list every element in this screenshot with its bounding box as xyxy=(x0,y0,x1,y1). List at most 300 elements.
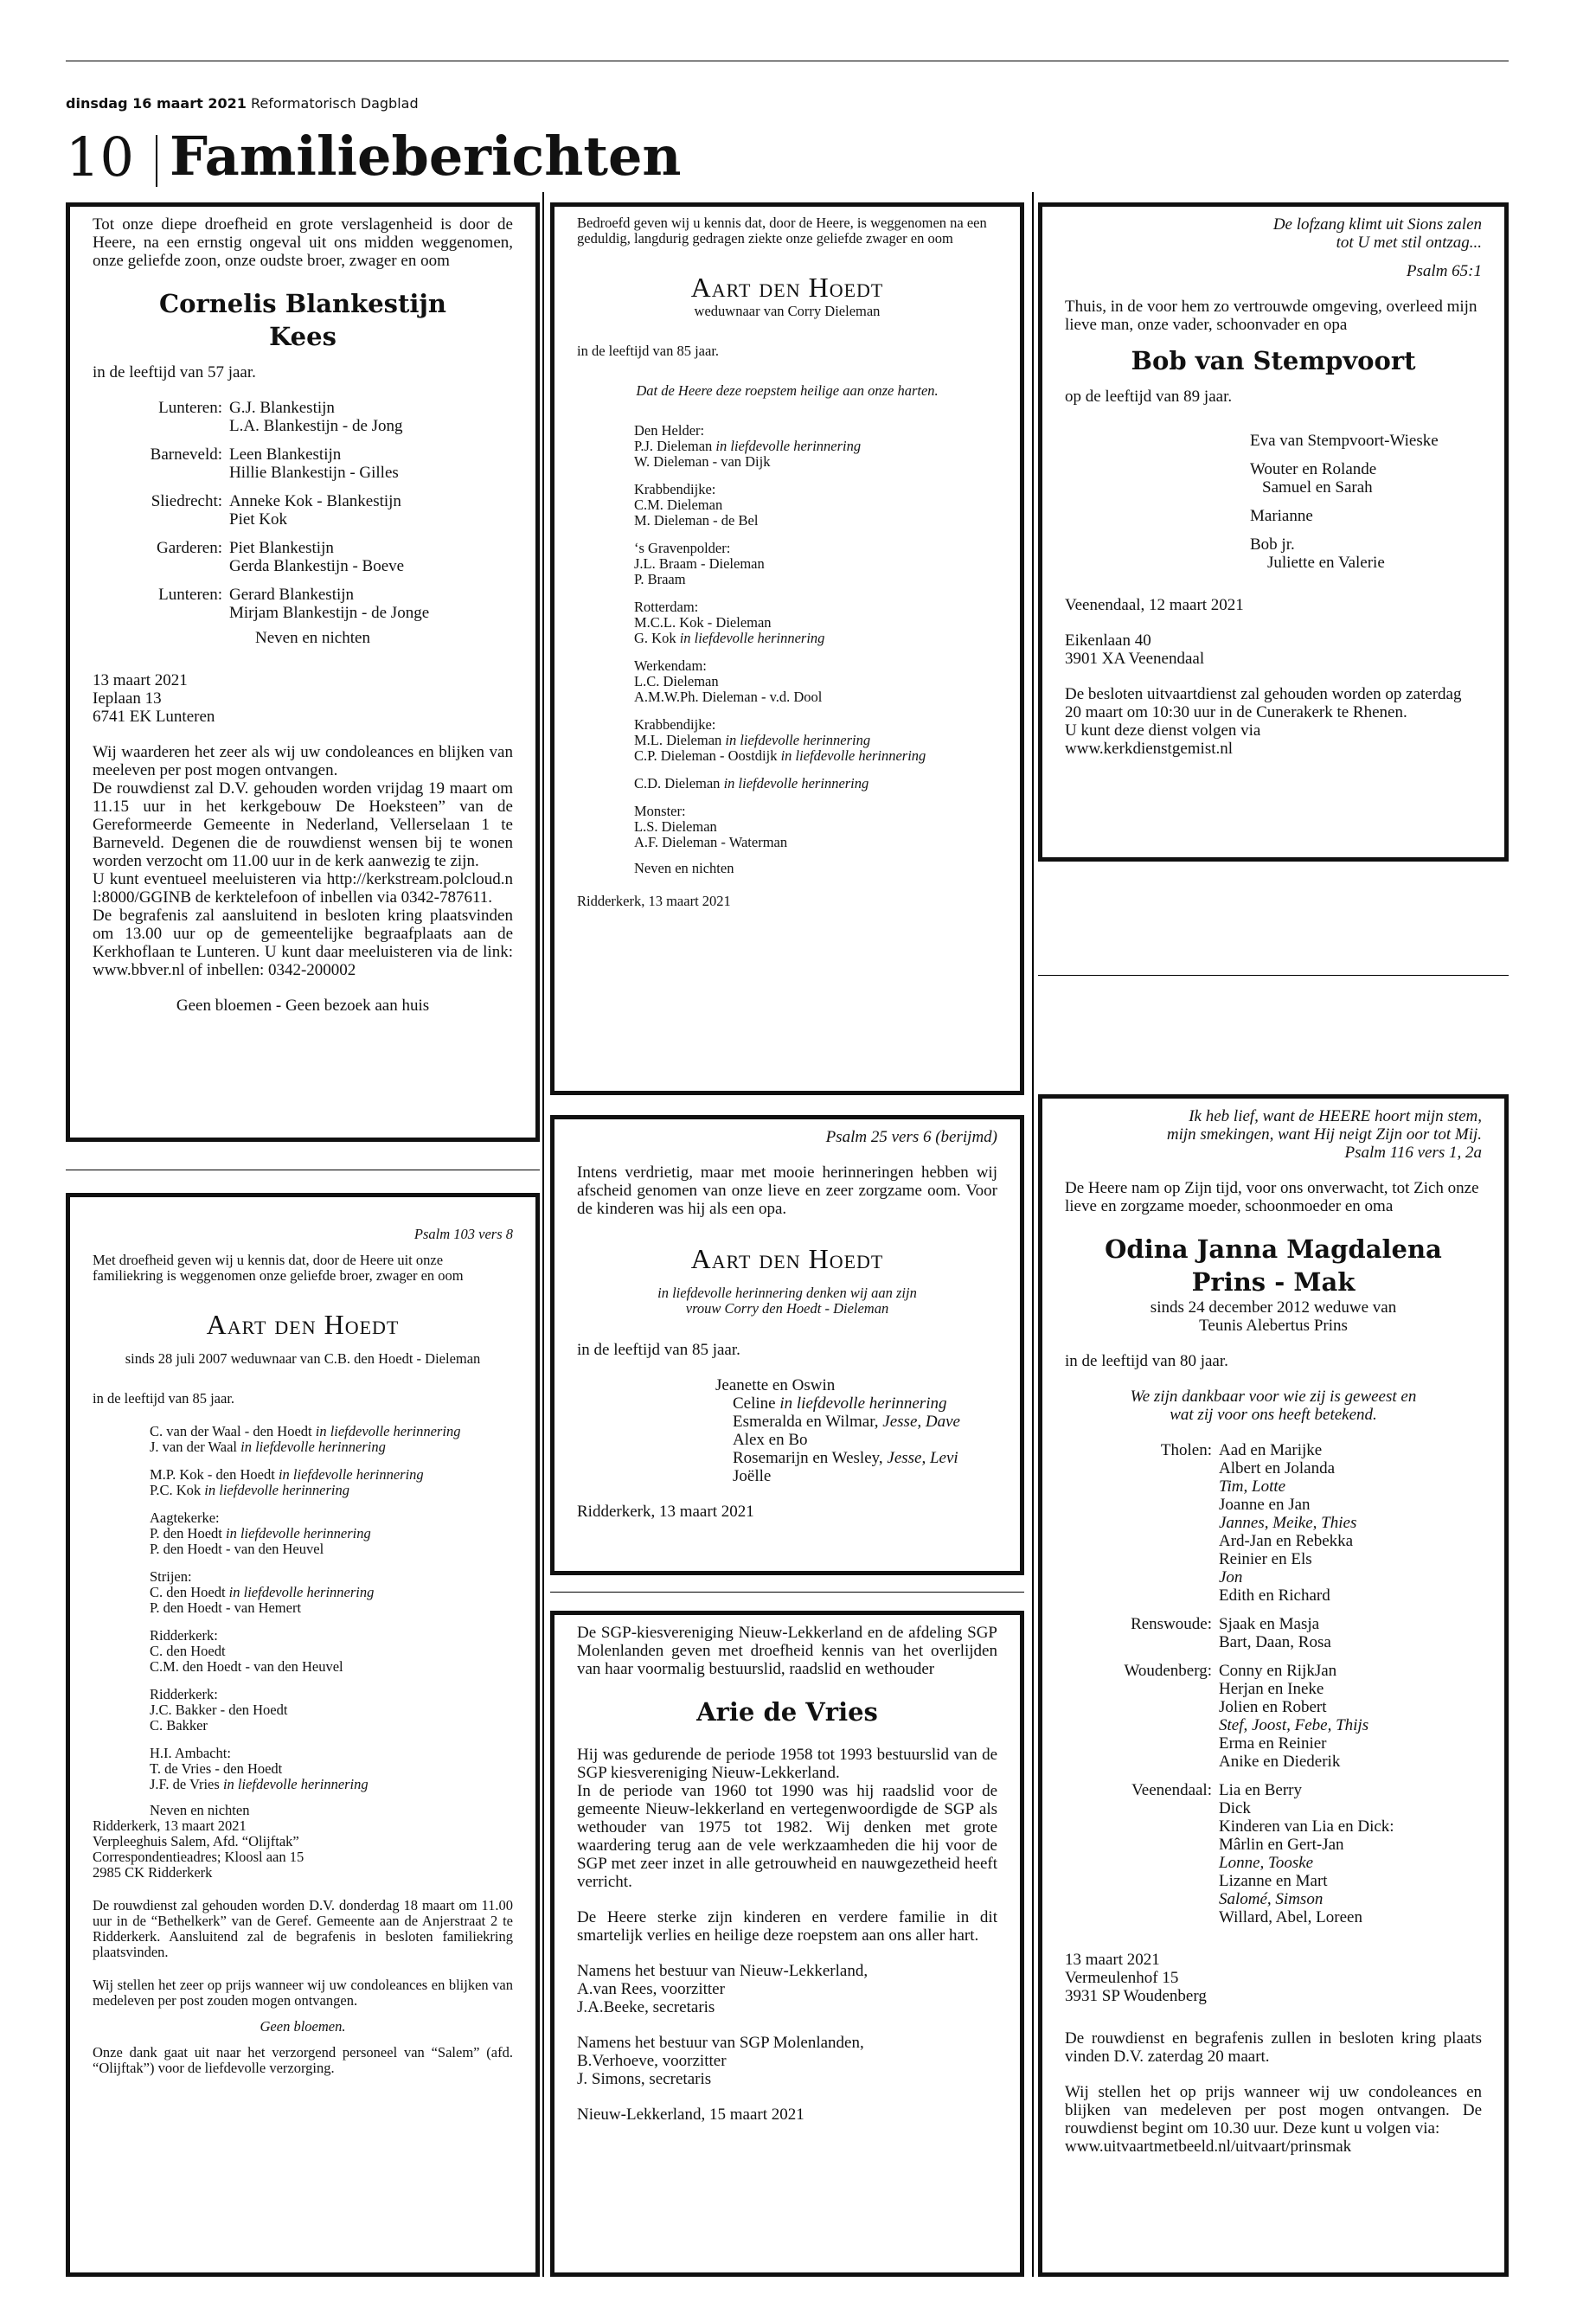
family-name-text: J.C. Bakker - den Hoedt xyxy=(150,1702,288,1718)
family-group xyxy=(150,1687,513,1734)
deceased-sub-2: Teunis Alebertus Prins xyxy=(1199,1317,1348,1335)
family-place: Werkendam: xyxy=(634,657,707,674)
address-postcode: 2985 CK Ridderkerk xyxy=(93,1864,213,1881)
family-row xyxy=(1065,1514,1482,1532)
family-name-text: P. den Hoedt - van Hemert xyxy=(150,1599,302,1616)
thanks-text: Onze dank gaat uit naar het verzorgend personeel van “Salem” (afd. “Olijftak”) voor de liefdevolle verzorging. xyxy=(93,2044,513,2076)
family-name: Stef, Joost, Febe, Thijs xyxy=(1219,1716,1369,1734)
deceased-name: Cornelis Blankestijn xyxy=(159,289,446,318)
notice-blankestijn xyxy=(66,202,540,1142)
family-name: Salomé, Simson xyxy=(1219,1890,1324,1908)
family-note: in liefdevolle herinnering xyxy=(222,1776,369,1792)
family-list xyxy=(1065,1441,1482,1926)
address-home: Verpleeghuis Salem, Afd. “Olijftak” xyxy=(93,1833,299,1849)
family-name xyxy=(733,1467,997,1485)
family-name-text: P. den Hoedt xyxy=(150,1525,226,1541)
notice-footer: Nieuw-Lekkerland, 15 maart 2021 xyxy=(577,2106,804,2124)
notice-intro: Intens verdrietig, maar met mooie herinneringen hebben wij afscheid genomen van onze lieve en zeer zorgzame oom. Voor de kinderen was hij als een opa. xyxy=(577,1163,997,1218)
family-place: Strijen: xyxy=(150,1568,192,1585)
family-row xyxy=(1065,1586,1482,1605)
family-name: Jolien en Robert xyxy=(1219,1698,1327,1716)
family-row xyxy=(93,510,513,529)
family-name xyxy=(634,748,997,764)
verse-ref: Psalm 103 vers 8 xyxy=(413,1226,513,1242)
family-note: Jesse, Levi xyxy=(887,1449,958,1467)
address-postcode: 3931 SP Woudenberg xyxy=(1065,1987,1207,2005)
family-place: Sliedrecht: xyxy=(151,492,222,510)
family-note: in liefdevolle herinnering xyxy=(315,1423,461,1439)
deceased-sub: weduwnaar van Corry Dieleman xyxy=(694,303,881,319)
family-name: Piet Blankestijn xyxy=(229,539,334,557)
family-name-text: W. Dieleman - van Dijk xyxy=(634,453,771,470)
family-name xyxy=(733,1413,997,1431)
family-children: Juliette en Valerie xyxy=(1267,554,1385,572)
family-name xyxy=(634,631,997,646)
family-name xyxy=(634,689,997,705)
family-row xyxy=(1065,1698,1482,1716)
family-row xyxy=(93,539,513,557)
family-note: in liefdevolle herinnering xyxy=(226,1525,371,1541)
family-name xyxy=(634,513,997,529)
family-name xyxy=(150,1600,513,1616)
family-name: Erma en Reinier xyxy=(1219,1734,1327,1753)
family-place: Woudenberg: xyxy=(1124,1662,1212,1680)
comfort-text: De Heere sterke zijn kinderen en verdere familie in dit smartelijk verlies en heilige deze roepstem aan ons aller hart. xyxy=(577,1908,997,1945)
deceased-sub: sinds 28 juli 2007 weduwnaar van C.B. den Hoedt - Dieleman xyxy=(125,1350,481,1367)
family-group xyxy=(150,1510,513,1557)
verse-ref: Psalm 25 vers 6 (berijmd) xyxy=(825,1128,997,1146)
closing-text: Geen bloemen - Geen bezoek aan huis xyxy=(176,997,430,1015)
family-place xyxy=(1065,1854,1219,1872)
notice-stempvoort xyxy=(1038,202,1509,862)
family-row xyxy=(1065,1817,1482,1836)
family-row xyxy=(93,445,513,464)
family-list xyxy=(1065,432,1482,572)
family-place: Ridderkerk: xyxy=(150,1627,218,1644)
family-place xyxy=(1065,1477,1219,1496)
family-name-text: P.C. Kok xyxy=(150,1482,205,1498)
condolence-text: Wij stellen het zeer op prijs wanneer wij uw condoleances en blijken van medeleven per post zouden mogen ontvangen. xyxy=(93,1977,513,2009)
family-name: Gerda Blankestijn - Boeve xyxy=(229,557,405,575)
family-name-text: P.J. Dieleman xyxy=(634,438,716,454)
family-list xyxy=(93,1424,513,1792)
family-group xyxy=(150,1628,513,1675)
family-note: Jesse, Dave xyxy=(882,1413,960,1431)
family-name-text: G. Kok xyxy=(634,630,680,646)
family-place: Garderen: xyxy=(157,539,222,557)
family-group xyxy=(634,541,997,587)
family-name xyxy=(150,1718,513,1734)
family-row xyxy=(1065,1753,1482,1771)
address-street: Eikenlaan 40 xyxy=(1065,631,1151,650)
deceased-age: in de leeftijd van 85 jaar. xyxy=(93,1390,235,1407)
flowers-text: Geen bloemen. xyxy=(260,2018,346,2035)
family-name: Lonne, Tooske xyxy=(1219,1854,1314,1872)
family-group xyxy=(150,1746,513,1792)
family-name: Ard-Jan en Rebekka xyxy=(1219,1532,1354,1550)
family-place: Rotterdam: xyxy=(634,599,699,615)
family-note: in liefdevolle herinnering xyxy=(779,1394,947,1413)
family-list xyxy=(577,423,997,850)
family-note: in liefdevolle herinnering xyxy=(679,630,825,646)
family-row xyxy=(1065,1716,1482,1734)
family-row xyxy=(1065,1550,1482,1568)
notice-hoedt-family xyxy=(66,1193,540,2277)
family-name xyxy=(634,439,997,454)
notice-intro: Met droefheid geven wij u kennis dat, door de Heere uit onze familiekring is weggenomen onze geliefde broer, zwager en oom xyxy=(93,1252,464,1284)
family-name xyxy=(634,733,997,748)
family-row xyxy=(1065,1568,1482,1586)
burial-text: De begrafenis zal aansluitend in besloten kring plaatsvinden om 13.00 uur op de gemeentelijke begraafplaats aan de Kerkhoflaan te Lunteren. U kunt daar meeluisteren via de link: www.bbver.nl of inbellen: 0342-200002 xyxy=(93,907,513,979)
family-name-text: L.S. Dieleman xyxy=(634,818,717,835)
deceased-surname: Prins - Mak xyxy=(1191,1267,1356,1297)
family-place xyxy=(1065,1532,1219,1550)
family-name xyxy=(150,1777,513,1792)
signature-line: B.Verhoeve, voorzitter xyxy=(577,2052,727,2070)
family-member: Wouter en Rolande xyxy=(1250,460,1377,478)
family-group xyxy=(634,423,997,470)
family-name xyxy=(150,1424,513,1439)
deceased-age: in de leeftijd van 85 jaar. xyxy=(577,343,720,359)
family-note: in liefdevolle herinnering xyxy=(715,438,862,454)
family-name-text: C. den Hoedt xyxy=(150,1643,226,1659)
family-place: Renswoude: xyxy=(1131,1615,1212,1633)
deceased-age: in de leeftijd van 80 jaar. xyxy=(1065,1352,1228,1370)
family-name xyxy=(634,819,997,835)
family-place xyxy=(1065,1734,1219,1753)
family-name: Gerard Blankestijn xyxy=(229,586,355,604)
family-row xyxy=(1065,1854,1482,1872)
deceased-age: in de leeftijd van 85 jaar. xyxy=(577,1341,740,1359)
family-name: G.J. Blankestijn xyxy=(229,399,335,417)
signature-line: J.A.Beeke, secretaris xyxy=(577,1998,715,2016)
family-place: Lunteren: xyxy=(158,399,222,417)
family-place xyxy=(1065,1836,1219,1854)
address-correspondence: Correspondentieadres; Kloosl aan 15 xyxy=(93,1849,304,1865)
family-name-text: C.M. den Hoedt - van den Heuvel xyxy=(150,1658,343,1675)
family-name-text: A.F. Dieleman - Waterman xyxy=(634,834,788,850)
family-row xyxy=(1065,1680,1482,1698)
family-list xyxy=(93,399,513,622)
family-row xyxy=(93,604,513,622)
quote-line-2: wat zij voor ons heeft betekend. xyxy=(1170,1406,1377,1424)
family-place xyxy=(1065,1550,1219,1568)
family-place: Tholen: xyxy=(1160,1441,1212,1459)
nephews-line: Neven en nichten xyxy=(634,860,734,876)
family-place xyxy=(1065,1459,1219,1477)
family-place: H.I. Ambacht: xyxy=(150,1745,231,1761)
family-name xyxy=(150,1467,513,1483)
family-name-text: M.P. Kok - den Hoedt xyxy=(150,1466,279,1483)
verse-ref: Psalm 116 vers 1, 2a xyxy=(1344,1144,1482,1162)
family-place: Monster: xyxy=(634,803,686,819)
deceased-age: op de leeftijd van 89 jaar. xyxy=(1065,388,1233,406)
family-list xyxy=(577,1394,997,1485)
service-text: De rouwdienst en begrafenis zullen in besloten kring plaats vinden D.V. zaterdag 20 maart. xyxy=(1065,2029,1482,2066)
deceased-nickname: Kees xyxy=(269,322,337,351)
family-row xyxy=(93,586,513,604)
family-name-text: A.M.W.Ph. Dieleman - v.d. Dool xyxy=(634,689,823,705)
deceased-name: Aart den Hoedt xyxy=(206,1309,400,1340)
family-place: Barneveld: xyxy=(150,445,222,464)
family-place xyxy=(93,464,229,482)
family-name xyxy=(634,454,997,470)
family-place xyxy=(1065,1568,1219,1586)
signature-block-2 xyxy=(577,2034,997,2088)
family-name: L.A. Blankestijn - de Jong xyxy=(229,417,403,435)
address-street: Ieplaan 13 xyxy=(93,689,162,708)
signature-line: Namens het bestuur van SGP Molenlanden, xyxy=(577,2034,864,2052)
family-name: Joanne en Jan xyxy=(1219,1496,1311,1514)
family-group xyxy=(150,1424,513,1455)
notice-intro: Tot onze diepe droefheid en grote verslagenheid is door de Heere, na een ernstig ongeval uit ons midden weggenomen, onze geliefde zoon, onze oudste broer, zwager en oom xyxy=(93,215,513,270)
council-text: In de periode van 1960 tot 1990 was hij raadslid voor de gemeente Nieuw-lekkerland en vertegenwoordigde de SGP als wethouder van 1975 tot 1982. Wij denken met grote waardering terug aan de vele werkzaamheden die hij voor de SGP met zeer inzet in alle getrouwheid en nauwgezetheid heeft verricht. xyxy=(577,1782,997,1891)
family-name xyxy=(733,1449,997,1467)
family-name-text: C.M. Dieleman xyxy=(634,497,723,513)
family-name xyxy=(733,1394,997,1413)
family-name-text: P. Braam xyxy=(634,571,686,587)
family-head: Jeanette en Oswin xyxy=(715,1376,836,1394)
family-name: Bart, Daan, Rosa xyxy=(1219,1633,1331,1651)
notice-place-date: Ridderkerk, 13 maart 2021 xyxy=(93,1817,247,1834)
family-name-text: T. de Vries - den Hoedt xyxy=(150,1760,283,1777)
notice-hoedt-dieleman xyxy=(550,202,1024,1095)
family-row xyxy=(1065,1799,1482,1817)
family-group xyxy=(150,1569,513,1616)
family-place: Lunteren: xyxy=(158,586,222,604)
family-name: Albert en Jolanda xyxy=(1219,1459,1336,1477)
listen-text: U kunt eventueel meeluisteren via http://kerkstream.polcloud.nl:8000/GGINB de kerktelefoon of inbellen via 0342-787611. xyxy=(93,870,513,907)
family-place xyxy=(1065,1514,1219,1532)
separator-mid xyxy=(550,1592,1024,1593)
notice-intro: Bedroefd geven wij u kennis dat, door de Heere, is weggenomen na een geduldig, langdurig gedragen ziekte onze geliefde zwager en oom xyxy=(577,215,987,247)
family-place xyxy=(1065,1586,1219,1605)
signature-block-1 xyxy=(577,1962,997,2016)
family-note: in liefdevolle herinnering xyxy=(240,1439,386,1455)
deceased-name: Aart den Hoedt xyxy=(690,1243,884,1274)
title-divider xyxy=(156,135,157,187)
page-title: Familieberichten xyxy=(170,125,682,188)
family-place xyxy=(93,557,229,575)
notice-footer: Ridderkerk, 13 maart 2021 xyxy=(577,1503,754,1521)
family-member: Eva van Stempvoort-Wieske xyxy=(1250,432,1439,450)
family-name: Mirjam Blankestijn - de Jonge xyxy=(229,604,430,622)
family-place xyxy=(93,417,229,435)
family-name xyxy=(634,776,997,792)
family-row xyxy=(1065,1781,1482,1799)
family-name xyxy=(150,1439,513,1455)
family-name xyxy=(150,1761,513,1777)
family-place: Krabbendijke: xyxy=(634,716,716,733)
notice-date: Veenendaal, 12 maart 2021 xyxy=(1065,596,1244,614)
family-place: Ridderkerk: xyxy=(150,1686,218,1702)
family-note: in liefdevolle herinnering xyxy=(228,1584,375,1600)
family-row xyxy=(93,399,513,417)
family-row xyxy=(1065,1890,1482,1908)
family-group xyxy=(150,1467,513,1498)
service-text: De rouwdienst zal D.V. gehouden worden vrijdag 19 maart om 11.15 uur in het kerkgebouw De Hoeksteen” van de Gereformeerde Gemeente in Nederland, Vellerselaan 1 te Barneveld. Degenen die de rouwdienst wensen bij te wonen worden verzocht om 11.00 uur in de kerk aanwezig te zijn. xyxy=(93,779,513,870)
family-place: Veenendaal: xyxy=(1131,1781,1212,1799)
family-row xyxy=(1065,1615,1482,1633)
family-place xyxy=(1065,1817,1219,1836)
family-group xyxy=(634,658,997,705)
family-place xyxy=(1065,1698,1219,1716)
family-name: Aad en Marijke xyxy=(1219,1441,1323,1459)
family-name-text: C.D. Dieleman xyxy=(634,775,724,792)
verse-line-2: mijn smekingen, want Hij neigt Zijn oor tot Mij. xyxy=(1166,1125,1482,1144)
family-name: Leen Blankestijn xyxy=(229,445,342,464)
family-name xyxy=(150,1541,513,1557)
family-name: Reinier en Els xyxy=(1219,1550,1312,1568)
page-header xyxy=(66,95,419,112)
column-rule-2 xyxy=(1032,192,1034,2277)
nephews-line: Neven en nichten xyxy=(150,1802,250,1818)
deceased-name: Aart den Hoedt xyxy=(690,272,884,303)
family-place xyxy=(93,604,229,622)
family-place: Krabbendijke: xyxy=(634,481,716,497)
family-row xyxy=(93,557,513,575)
deceased-sub-1: in liefdevolle herinnering denken wij aan zijn xyxy=(657,1285,917,1301)
notice-date: 13 maart 2021 xyxy=(93,671,188,689)
deceased-name: Odina Janna Magdalena xyxy=(1105,1234,1442,1264)
family-name-text: L.C. Dieleman xyxy=(634,673,719,689)
family-row xyxy=(1065,1908,1482,1926)
address-postcode: 3901 XA Veenendaal xyxy=(1065,650,1205,668)
family-name-text: M.L. Dieleman xyxy=(634,732,726,748)
family-name-text: J. van der Waal xyxy=(150,1439,241,1455)
service-text: De rouwdienst zal gehouden worden D.V. donderdag 18 maart om 11.00 uur in de “Bethelkerk” van de Geref. Gemeente aan de Anjerstraat 2 te Ridderkerk. Aansluitend zal de begrafenis in besloten familiekring plaatsvinden. xyxy=(93,1897,513,1960)
verse-line-2: tot U met stil ontzag... xyxy=(1336,234,1482,252)
signature-line: A.van Rees, voorzitter xyxy=(577,1980,725,1998)
family-name-text: M.C.L. Kok - Dieleman xyxy=(634,614,772,631)
family-row xyxy=(1065,1872,1482,1890)
notice-devries xyxy=(550,1611,1024,2277)
family-group xyxy=(634,599,997,646)
notice-quote: Dat de Heere deze roepstem heilige aan onze harten. xyxy=(636,382,939,399)
family-group xyxy=(634,804,997,850)
family-name: Hillie Blankestijn - Gilles xyxy=(229,464,399,482)
family-member: Marianne xyxy=(1250,507,1313,525)
notice-date: 13 maart 2021 xyxy=(1065,1951,1160,1969)
family-children: Samuel en Sarah xyxy=(1262,478,1373,497)
family-name-text: C.P. Dieleman - Oostdijk xyxy=(634,747,781,764)
family-place xyxy=(1065,1908,1219,1926)
family-name-text: Rosemarijn en Wesley, xyxy=(733,1449,888,1467)
family-name xyxy=(634,835,997,850)
notice-footer: Ridderkerk, 13 maart 2021 xyxy=(577,893,731,909)
address-postcode: 6741 EK Lunteren xyxy=(93,708,215,726)
family-name: Willard, Abel, Loreen xyxy=(1219,1908,1362,1926)
deceased-name: Arie de Vries xyxy=(696,1697,878,1727)
condolence-text: Wij stellen het op prijs wanneer wij uw condoleances en blijken van medeleven per post mogen ontvangen. De rouwdienst begint om 10.30 uur. Deze kunt u volgen via: xyxy=(1065,2083,1482,2138)
nephews-line: Neven en nichten xyxy=(255,629,370,647)
family-row xyxy=(1065,1836,1482,1854)
family-name: Lizanne en Mart xyxy=(1219,1872,1328,1890)
family-group xyxy=(634,482,997,529)
quote-line-1: We zijn dankbaar voor wie zij is geweest en xyxy=(1130,1388,1417,1406)
family-name: Anneke Kok - Blankestijn xyxy=(229,492,401,510)
family-row xyxy=(1065,1496,1482,1514)
family-row xyxy=(93,464,513,482)
family-name xyxy=(634,572,997,587)
family-name-text: C. Bakker xyxy=(150,1717,208,1734)
family-name-text: J.F. de Vries xyxy=(150,1776,223,1792)
family-name xyxy=(634,556,997,572)
family-place xyxy=(1065,1680,1219,1698)
family-name: Anike en Diederik xyxy=(1219,1753,1341,1771)
family-name: Herjan en Ineke xyxy=(1219,1680,1324,1698)
deceased-sub-1: sinds 24 december 2012 weduwe van xyxy=(1150,1298,1397,1317)
family-name xyxy=(150,1644,513,1659)
family-place: Aagtekerke: xyxy=(150,1509,220,1526)
family-place xyxy=(1065,1633,1219,1651)
family-row xyxy=(1065,1441,1482,1459)
family-name xyxy=(150,1585,513,1600)
family-row xyxy=(93,417,513,435)
family-place xyxy=(1065,1753,1219,1771)
deceased-sub-2: vrouw Corry den Hoedt - Dieleman xyxy=(685,1300,889,1317)
family-row xyxy=(1065,1734,1482,1753)
signature-line: J. Simons, secretaris xyxy=(577,2070,712,2088)
family-name xyxy=(150,1526,513,1541)
family-name xyxy=(634,674,997,689)
family-row xyxy=(1065,1477,1482,1496)
separator-right xyxy=(1038,975,1509,976)
family-name: Dick xyxy=(1219,1799,1251,1817)
family-name-text: C. van der Waal - den Hoedt xyxy=(150,1423,316,1439)
family-group xyxy=(634,776,997,792)
header-date: dinsdag 16 maart 2021 xyxy=(66,95,247,112)
family-name-text: J.L. Braam - Dieleman xyxy=(634,555,765,572)
family-name: Sjaak en Masja xyxy=(1219,1615,1320,1633)
family-place xyxy=(1065,1872,1219,1890)
family-name-text: C. den Hoedt xyxy=(150,1584,229,1600)
family-place: Den Helder: xyxy=(634,422,705,439)
family-place xyxy=(93,510,229,529)
deceased-name: Bob van Stempvoort xyxy=(1131,346,1416,375)
verse-line-1: De lofzang klimt uit Sions zalen xyxy=(1272,215,1482,234)
verse-ref: Psalm 65:1 xyxy=(1406,262,1482,280)
family-place: ‘s Gravenpolder: xyxy=(634,540,731,556)
condolence-text: Wij waarderen het zeer als wij uw condoleances en blijken van meeleven per post mogen ontvangen. xyxy=(93,743,513,779)
family-name xyxy=(150,1702,513,1718)
family-row xyxy=(1065,1459,1482,1477)
family-group xyxy=(634,717,997,764)
family-note: in liefdevolle herinnering xyxy=(204,1482,349,1498)
family-name xyxy=(634,497,997,513)
family-name xyxy=(634,615,997,631)
service-text: De besloten uitvaartdienst zal gehouden worden op zaterdag 20 maart om 10:30 uur in de Cunerakerk te Rhenen. xyxy=(1065,685,1462,721)
column-rule-1 xyxy=(542,192,544,2277)
family-name-text: Celine xyxy=(733,1394,780,1413)
family-name: Tim, Lotte xyxy=(1219,1477,1286,1496)
family-name: Jon xyxy=(1219,1568,1243,1586)
family-name: Lia en Berry xyxy=(1219,1781,1303,1799)
notice-prins-mak xyxy=(1038,1094,1509,2277)
deceased-age: in de leeftijd van 57 jaar. xyxy=(93,363,256,381)
notice-intro: De SGP-kiesvereniging Nieuw-Lekkerland en de afdeling SGP Molenlanden geven met droefheid kennis van het overlijden van haar voormalig bestuurslid, raadslid en wethouder xyxy=(577,1624,997,1678)
family-name-text: Alex en Bo xyxy=(733,1431,808,1449)
family-name xyxy=(150,1659,513,1675)
family-place xyxy=(1065,1496,1219,1514)
family-note: in liefdevolle herinnering xyxy=(725,732,871,748)
address-street: Vermeulenhof 15 xyxy=(1065,1969,1179,1987)
family-name-text: Joëlle xyxy=(733,1467,772,1485)
family-name xyxy=(150,1483,513,1498)
stream-link: www.kerkdienstgemist.nl xyxy=(1065,740,1234,758)
family-note: in liefdevolle herinnering xyxy=(278,1466,424,1483)
family-row xyxy=(1065,1662,1482,1680)
